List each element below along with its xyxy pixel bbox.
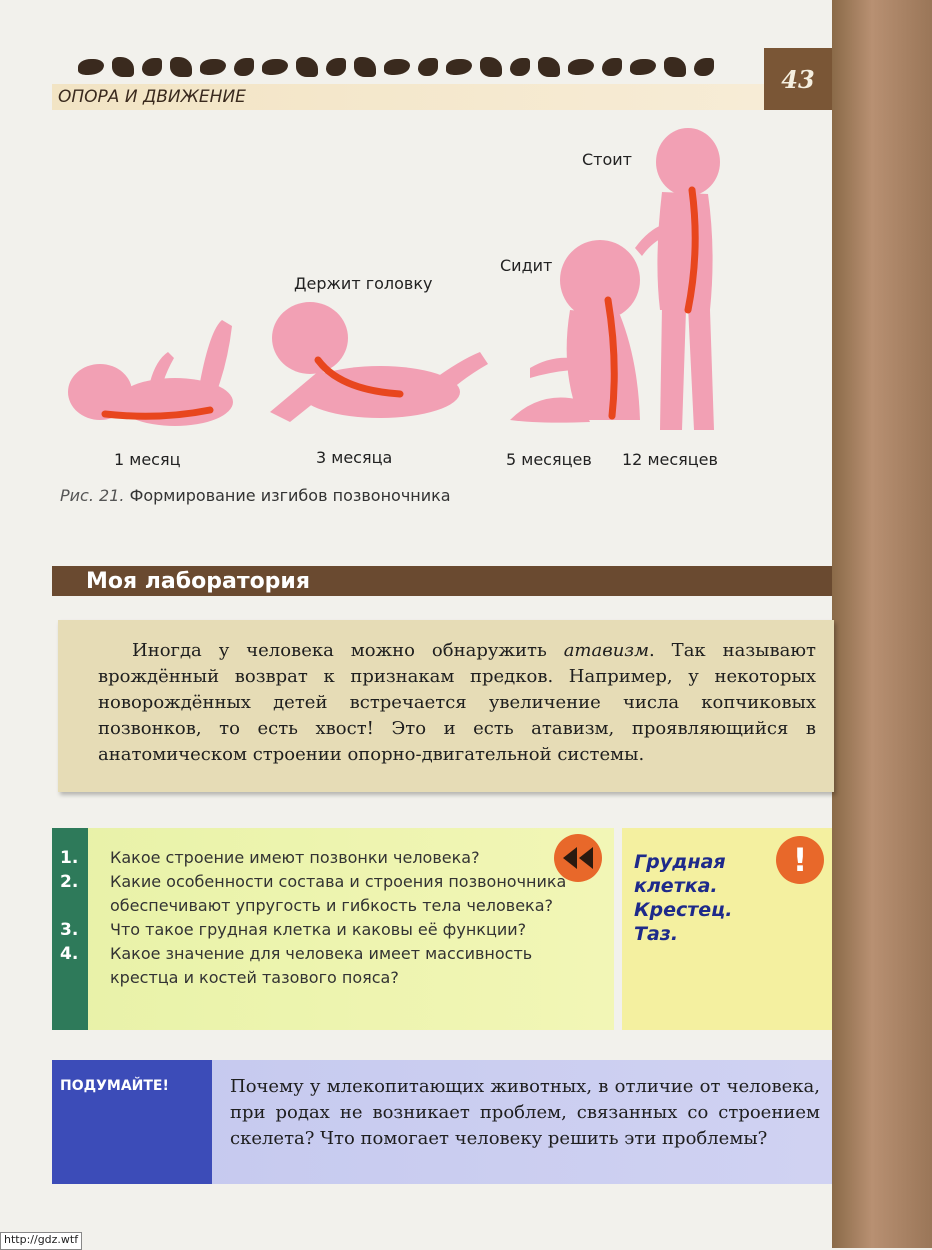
label-holds-head: Держит головку — [294, 274, 433, 293]
infant-1-month — [68, 320, 233, 426]
question-number: 3. — [60, 920, 79, 940]
think-question: Почему у млекопитающих животных, в отличие от человека, при родах не возникает проблем, связанных со строением скелета? Что помогает человеку решить эти проблемы? — [230, 1076, 820, 1149]
question-text: Какое значение для человека имеет массивность крестца и костей тазового пояса? — [110, 944, 533, 987]
key-terms-list — [634, 850, 774, 946]
section-title: ОПОРА И ДВИЖЕНИЕ — [52, 84, 764, 110]
age-5-months: 5 месяцев — [506, 450, 592, 469]
lab-text-part: . Так называют врождённый возврат к признакам предков. Например, у некоторых новорождённых детей встречается увеличение числа копчиковых позвонков, то есть хвост! Это и есть атавизм, проявляющийся в анатомическом строении опорно-двигательной системы. — [98, 640, 816, 765]
question-item — [60, 846, 600, 870]
question-number: 2. — [60, 872, 79, 892]
lab-text-box — [58, 620, 834, 792]
lab-paragraph — [98, 638, 816, 768]
caption-number: Рис. 21. — [60, 486, 125, 505]
question-item — [60, 942, 600, 990]
label-stands: Стоит — [582, 150, 632, 169]
spine-development-figure — [60, 120, 760, 480]
page-margin-strip — [832, 0, 932, 1248]
exclamation-icon: ! — [776, 836, 824, 884]
question-number: 4. — [60, 944, 79, 964]
watermark-link[interactable]: http://gdz.wtf — [0, 1232, 82, 1250]
key-terms-box — [622, 828, 832, 1030]
lab-text-part: Иногда у человека можно обнаружить — [132, 640, 564, 661]
key-term: Крестец. — [634, 899, 733, 921]
think-label: ПОДУМАЙТЕ! — [52, 1060, 212, 1184]
lab-term: атавизм — [563, 640, 650, 661]
question-number: 1. — [60, 848, 79, 868]
infant-12-months — [635, 128, 720, 430]
label-sits: Сидит — [500, 256, 553, 275]
question-item — [60, 918, 600, 942]
figure-caption — [60, 486, 451, 505]
lab-heading: Моя лаборатория — [52, 566, 832, 596]
question-text: Что такое грудная клетка и каковы её функции? — [110, 920, 527, 939]
age-3-months: 3 месяца — [316, 448, 393, 467]
questions-list — [60, 846, 600, 990]
infant-illustrations — [60, 120, 760, 480]
caption-text: Формирование изгибов позвоночника — [129, 486, 451, 505]
page-number: 43 — [764, 48, 832, 110]
question-text: Какие особенности состава и строения позвоночника обеспечивают упругость и гибкость тела человека? — [110, 872, 567, 915]
age-1-month: 1 месяц — [114, 450, 181, 469]
key-term: Таз. — [634, 923, 679, 945]
review-questions-box — [52, 828, 614, 1030]
age-12-months: 12 месяцев — [622, 450, 718, 469]
key-term: Грудная клетка. — [634, 851, 726, 897]
question-text: Какое строение имеют позвонки человека? — [110, 848, 480, 867]
question-item — [60, 870, 600, 918]
animal-silhouette-border — [78, 52, 748, 82]
infant-3-months — [270, 302, 488, 422]
think-box — [52, 1060, 832, 1184]
